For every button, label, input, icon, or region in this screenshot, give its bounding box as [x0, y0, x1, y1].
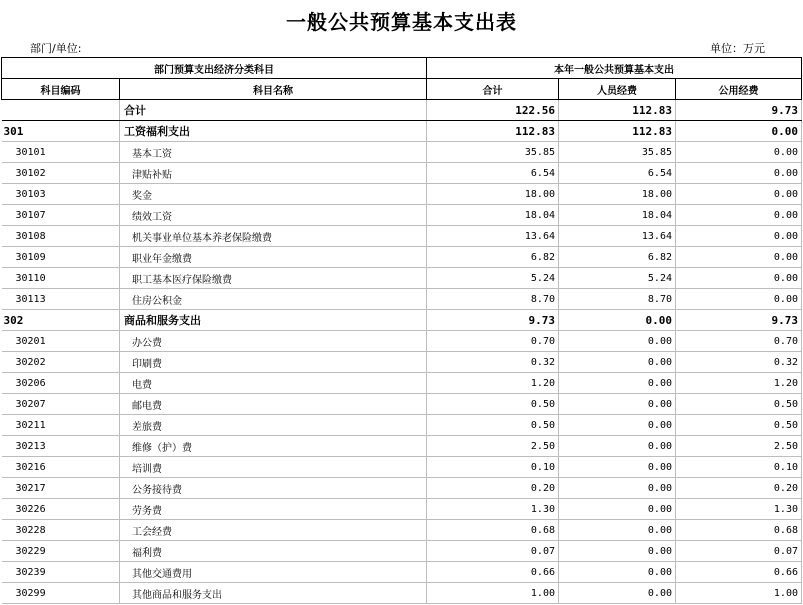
row-total: 0.68 [427, 520, 559, 541]
row-personnel: 35.85 [559, 142, 676, 163]
total-amount: 122.56 [427, 100, 559, 121]
row-code: 30108 [2, 226, 120, 247]
row-public: 0.20 [676, 478, 802, 499]
row-personnel: 0.00 [559, 310, 676, 331]
row-public: 9.73 [676, 310, 802, 331]
row-public: 0.70 [676, 331, 802, 352]
row-total: 0.50 [427, 394, 559, 415]
row-name: 培训费 [120, 457, 427, 478]
row-name: 绩效工资 [120, 205, 427, 226]
table-row [2, 352, 802, 373]
row-personnel: 13.64 [559, 226, 676, 247]
row-total: 6.54 [427, 163, 559, 184]
row-public: 0.68 [676, 520, 802, 541]
row-code: 30201 [2, 331, 120, 352]
total-code [2, 100, 120, 121]
row-public: 0.00 [676, 163, 802, 184]
row-public: 0.50 [676, 394, 802, 415]
total-personnel: 112.83 [559, 100, 676, 121]
row-name: 商品和服务支出 [120, 310, 427, 331]
row-personnel: 0.00 [559, 331, 676, 352]
row-total: 0.20 [427, 478, 559, 499]
table-row [2, 499, 802, 520]
row-code: 30229 [2, 541, 120, 562]
row-name: 公务接待费 [120, 478, 427, 499]
row-name: 工资福利支出 [120, 121, 427, 142]
table-row [2, 520, 802, 541]
table-row [2, 541, 802, 562]
table-row [2, 310, 802, 331]
table-column-header [2, 79, 802, 100]
table-row [2, 184, 802, 205]
row-code: 30216 [2, 457, 120, 478]
group-header-basic-expenditure: 本年一般公共预算基本支出 [427, 58, 802, 79]
row-total: 0.66 [427, 562, 559, 583]
row-code: 30206 [2, 373, 120, 394]
row-personnel: 0.00 [559, 520, 676, 541]
row-total: 13.64 [427, 226, 559, 247]
table-row [2, 163, 802, 184]
row-name: 其他交通费用 [120, 562, 427, 583]
table-row [2, 457, 802, 478]
row-code: 30101 [2, 142, 120, 163]
table-row [2, 478, 802, 499]
dept-label: 部门/单位: [30, 42, 82, 55]
row-name: 电费 [120, 373, 427, 394]
row-name: 维修（护）费 [120, 436, 427, 457]
row-total: 112.83 [427, 121, 559, 142]
table-row [2, 247, 802, 268]
row-personnel: 0.00 [559, 415, 676, 436]
row-public: 0.00 [676, 268, 802, 289]
table-row [2, 436, 802, 457]
row-total: 0.07 [427, 541, 559, 562]
row-total: 9.73 [427, 310, 559, 331]
row-public: 0.66 [676, 562, 802, 583]
row-personnel: 0.00 [559, 436, 676, 457]
column-header-personnel: 人员经费 [559, 79, 676, 100]
row-personnel: 0.00 [559, 541, 676, 562]
row-name: 办公费 [120, 331, 427, 352]
row-public: 0.00 [676, 226, 802, 247]
row-total: 8.70 [427, 289, 559, 310]
row-public: 1.00 [676, 583, 802, 604]
row-public: 0.00 [676, 205, 802, 226]
table-row [2, 205, 802, 226]
row-code: 30228 [2, 520, 120, 541]
column-header-public: 公用经费 [676, 79, 802, 100]
row-total: 6.82 [427, 247, 559, 268]
table-row [2, 142, 802, 163]
unit-label: 单位：万元 [710, 42, 765, 55]
row-total: 2.50 [427, 436, 559, 457]
row-code: 30217 [2, 478, 120, 499]
budget-table [1, 57, 802, 604]
row-code: 30107 [2, 205, 120, 226]
row-name: 基本工资 [120, 142, 427, 163]
row-code: 30226 [2, 499, 120, 520]
table-row [2, 583, 802, 604]
row-total: 0.10 [427, 457, 559, 478]
row-total: 5.24 [427, 268, 559, 289]
table-row [2, 394, 802, 415]
row-code: 30213 [2, 436, 120, 457]
row-name: 邮电费 [120, 394, 427, 415]
row-total: 18.04 [427, 205, 559, 226]
row-code: 30202 [2, 352, 120, 373]
row-code: 30207 [2, 394, 120, 415]
row-personnel: 6.82 [559, 247, 676, 268]
row-total: 0.32 [427, 352, 559, 373]
total-label: 合计 [120, 100, 427, 121]
row-total: 1.20 [427, 373, 559, 394]
row-personnel: 0.00 [559, 373, 676, 394]
row-personnel: 0.00 [559, 562, 676, 583]
row-public: 2.50 [676, 436, 802, 457]
row-public: 0.00 [676, 142, 802, 163]
row-name: 奖金 [120, 184, 427, 205]
row-total: 0.50 [427, 415, 559, 436]
row-code: 30113 [2, 289, 120, 310]
table-row [2, 289, 802, 310]
row-code: 30102 [2, 163, 120, 184]
row-name: 住房公积金 [120, 289, 427, 310]
row-total: 0.70 [427, 331, 559, 352]
table-row [2, 121, 802, 142]
row-code: 30103 [2, 184, 120, 205]
row-code: 302 [2, 310, 120, 331]
row-name: 其他商品和服务支出 [120, 583, 427, 604]
row-total: 35.85 [427, 142, 559, 163]
row-public: 0.50 [676, 415, 802, 436]
row-personnel: 0.00 [559, 499, 676, 520]
row-personnel: 0.00 [559, 478, 676, 499]
column-header-code: 科目编码 [2, 79, 120, 100]
row-name: 工会经费 [120, 520, 427, 541]
row-name: 津贴补贴 [120, 163, 427, 184]
row-public: 0.00 [676, 184, 802, 205]
row-personnel: 18.00 [559, 184, 676, 205]
row-name: 职工基本医疗保险缴费 [120, 268, 427, 289]
total-row [2, 100, 802, 121]
row-personnel: 0.00 [559, 583, 676, 604]
row-public: 1.30 [676, 499, 802, 520]
row-personnel: 8.70 [559, 289, 676, 310]
row-code: 301 [2, 121, 120, 142]
row-public: 1.20 [676, 373, 802, 394]
row-personnel: 18.04 [559, 205, 676, 226]
row-public: 0.07 [676, 541, 802, 562]
row-public: 0.10 [676, 457, 802, 478]
row-personnel: 0.00 [559, 352, 676, 373]
page-title: 一般公共预算基本支出表 [286, 10, 517, 34]
group-header-classification: 部门预算支出经济分类科目 [2, 58, 427, 79]
row-code: 30239 [2, 562, 120, 583]
row-name: 机关事业单位基本养老保险缴费 [120, 226, 427, 247]
row-code: 30211 [2, 415, 120, 436]
row-personnel: 0.00 [559, 394, 676, 415]
row-total: 1.30 [427, 499, 559, 520]
row-name: 劳务费 [120, 499, 427, 520]
row-personnel: 0.00 [559, 457, 676, 478]
table-row [2, 373, 802, 394]
row-personnel: 112.83 [559, 121, 676, 142]
table-row [2, 268, 802, 289]
row-public: 0.32 [676, 352, 802, 373]
table-row [2, 562, 802, 583]
table-row [2, 226, 802, 247]
table-group-header [2, 58, 802, 79]
table-row [2, 415, 802, 436]
row-personnel: 5.24 [559, 268, 676, 289]
row-code: 30110 [2, 268, 120, 289]
column-header-total: 合计 [427, 79, 559, 100]
row-personnel: 6.54 [559, 163, 676, 184]
total-public: 9.73 [676, 100, 802, 121]
row-public: 0.00 [676, 247, 802, 268]
table-row [2, 331, 802, 352]
row-name: 印刷费 [120, 352, 427, 373]
row-public: 0.00 [676, 121, 802, 142]
row-code: 30299 [2, 583, 120, 604]
row-name: 职业年金缴费 [120, 247, 427, 268]
column-header-name: 科目名称 [120, 79, 427, 100]
row-code: 30109 [2, 247, 120, 268]
row-name: 福利费 [120, 541, 427, 562]
row-total: 18.00 [427, 184, 559, 205]
row-total: 1.00 [427, 583, 559, 604]
row-name: 差旅费 [120, 415, 427, 436]
row-public: 0.00 [676, 289, 802, 310]
